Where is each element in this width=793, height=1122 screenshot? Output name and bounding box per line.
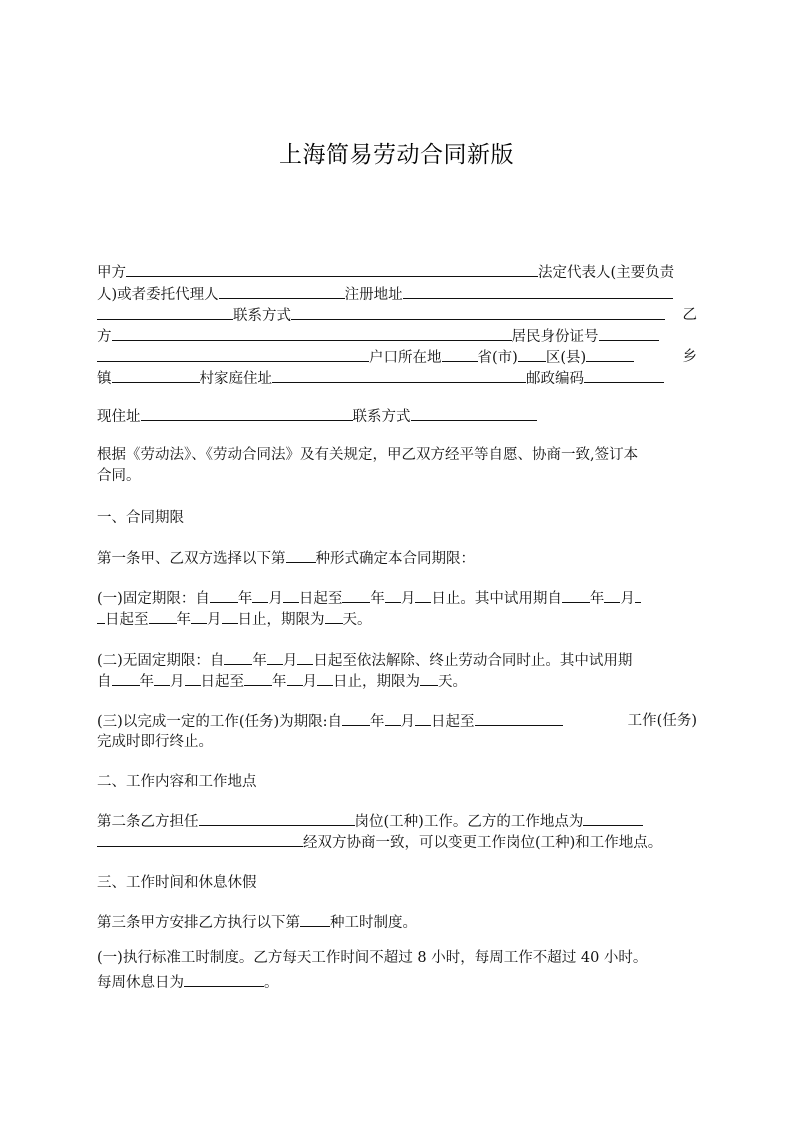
- party-b-label-cont: 方: [97, 329, 112, 345]
- postal-code-field[interactable]: [584, 367, 664, 383]
- party-b-label: 乙: [682, 307, 697, 323]
- year-unit: 年: [589, 591, 605, 607]
- village-line: [97, 367, 697, 389]
- position-field[interactable]: [199, 810, 355, 826]
- open-start-month-field[interactable]: [267, 649, 283, 665]
- id-number-field-cont[interactable]: [97, 346, 369, 362]
- probation-start-day-field[interactable]: [635, 587, 641, 603]
- preamble-line-1: 根据《劳动法》、《劳动合同法》及有关规定，甲乙双方经平等自愿、协商一致,签订本: [97, 447, 639, 463]
- month-unit: 月: [400, 714, 416, 730]
- fixed-end-day-field[interactable]: [415, 587, 431, 603]
- agent-line: [97, 283, 697, 305]
- section-2-heading: 二、工作内容和工作地点: [97, 774, 257, 790]
- document-title: 上海简易劳动合同新版: [279, 142, 514, 168]
- agent-field[interactable]: [219, 283, 345, 299]
- open-probation-days-field[interactable]: [420, 670, 438, 686]
- month-unit: 月: [400, 591, 416, 607]
- reg-address-label: 注册地址: [344, 287, 403, 303]
- year-unit: 年: [370, 591, 385, 607]
- work-location-field-cont[interactable]: [97, 831, 303, 847]
- std-hours-line-2: [97, 971, 697, 993]
- year-unit: 年: [237, 591, 253, 607]
- task-term-text-a: (三)以完成一定的工作(任务)为期限:自: [97, 714, 343, 730]
- article-1-line: [97, 547, 697, 569]
- article-2-line-2: [97, 831, 697, 853]
- article-3-line: [97, 911, 697, 933]
- article-3-text-pre: 第三条甲方安排乙方执行以下第: [97, 915, 300, 931]
- township-label: 乡: [682, 349, 697, 365]
- open-probation-start-month-field[interactable]: [154, 670, 170, 686]
- task-term-text-c: 工作(任务): [627, 713, 697, 729]
- open-probation-start-year-field[interactable]: [112, 670, 140, 686]
- province-label: 省(市): [477, 350, 518, 366]
- open-term-text-c: 自: [97, 674, 112, 690]
- work-location-field[interactable]: [583, 810, 643, 826]
- probation-end-day-field[interactable]: [222, 608, 238, 624]
- article-1-text-post: 种形式确定本合同期限：: [315, 551, 475, 567]
- probation-start-year-field[interactable]: [562, 587, 590, 603]
- reg-address-field-cont[interactable]: [97, 304, 233, 320]
- rest-day-label: 每周休息日为: [97, 975, 184, 991]
- current-address-field[interactable]: [141, 405, 353, 421]
- year-unit: 年: [176, 612, 191, 628]
- task-term-line-2: 完成时即行终止。: [97, 734, 213, 750]
- std-hours-line-1: (一)执行标准工时制度。乙方每天工作时间不超过 8 小时，每周工作不超过 40 小时。: [97, 950, 648, 966]
- postal-code-label: 邮政编码: [526, 371, 584, 387]
- task-name-field[interactable]: [475, 710, 563, 726]
- open-term-text-d: 日起至: [200, 674, 244, 690]
- fixed-term-line-1: [97, 587, 697, 609]
- period-mark: 。: [264, 975, 279, 991]
- open-probation-end-day-field[interactable]: [317, 670, 333, 686]
- party-a-label: 甲方: [97, 265, 126, 281]
- day-unit: 天。: [342, 612, 372, 628]
- contact-line: [97, 304, 697, 326]
- township-field[interactable]: [586, 346, 634, 362]
- probation-start-day-field-cont[interactable]: [97, 608, 105, 624]
- task-start-year-field[interactable]: [342, 710, 370, 726]
- probation-start-month-field[interactable]: [604, 587, 620, 603]
- home-address-field[interactable]: [272, 367, 526, 383]
- party-a-field[interactable]: [126, 261, 538, 277]
- fixed-term-text-e: 日止，期限为: [237, 612, 325, 628]
- month-unit: 月: [207, 612, 222, 628]
- task-start-month-field[interactable]: [385, 710, 401, 726]
- reg-address-field[interactable]: [403, 283, 673, 299]
- year-unit: 年: [252, 653, 267, 669]
- work-hours-type-field[interactable]: [300, 911, 330, 927]
- village-home-label: 村家庭住址: [199, 371, 272, 387]
- open-start-year-field[interactable]: [224, 649, 252, 665]
- party-a-line: [97, 261, 697, 283]
- fixed-term-line-2: [97, 608, 697, 630]
- fixed-term-text-a: (一)固定期限：自: [97, 591, 210, 607]
- party-b-field[interactable]: [112, 325, 512, 341]
- district-label: 区(县): [545, 350, 587, 366]
- open-probation-end-year-field[interactable]: [244, 670, 272, 686]
- open-probation-start-day-field[interactable]: [185, 670, 201, 686]
- fixed-term-text-b: 日起至: [298, 591, 343, 607]
- term-type-field[interactable]: [286, 547, 316, 563]
- section-3-heading: 三、工作时间和休息休假: [97, 875, 257, 891]
- hukou-line: [97, 346, 697, 368]
- article-2-line-1: [97, 810, 697, 832]
- year-unit: 年: [370, 714, 385, 730]
- contact-field[interactable]: [291, 304, 665, 320]
- open-term-line-1: [97, 649, 697, 671]
- district-field[interactable]: [518, 346, 546, 362]
- contact2-label: 联系方式: [352, 409, 411, 425]
- article-2-text-c: 经双方协商一致，可以变更工作岗位(工种)和工作地点。: [303, 835, 663, 851]
- open-term-text-a: (二)无固定期限：自: [97, 653, 225, 669]
- fixed-start-year-field[interactable]: [210, 587, 238, 603]
- fixed-term-text-d: 日起至: [105, 612, 149, 628]
- day-unit: 天。: [438, 674, 467, 690]
- probation-end-year-field[interactable]: [149, 608, 177, 624]
- article-2-text-b: 岗位(工种)工作。乙方的工作地点为: [354, 814, 584, 830]
- article-2-text-a: 第二条乙方担任: [97, 814, 199, 830]
- year-unit: 年: [272, 674, 287, 690]
- section-1-heading: 一、合同期限: [97, 510, 184, 526]
- current-address-line: [97, 405, 697, 427]
- legal-rep-label: 法定代表人(主要负责: [538, 265, 675, 281]
- month-unit: 月: [282, 653, 298, 669]
- fixed-term-text-c: 日止。其中试用期自: [431, 591, 562, 607]
- open-probation-end-month-field[interactable]: [287, 670, 303, 686]
- task-term-text-b: 日起至: [431, 714, 475, 730]
- contact2-field[interactable]: [411, 405, 537, 421]
- current-address-label: 现住址: [97, 409, 141, 425]
- article-3-text-post: 种工时制度。: [330, 915, 417, 931]
- task-term-line-1: [97, 710, 697, 732]
- township-label-cont: 镇: [97, 371, 112, 387]
- contact-label: 联系方式: [233, 308, 291, 324]
- fixed-start-month-field[interactable]: [252, 587, 268, 603]
- open-start-day-field[interactable]: [297, 649, 313, 665]
- month-unit: 月: [170, 674, 185, 690]
- fixed-end-year-field[interactable]: [342, 587, 370, 603]
- year-unit: 年: [139, 674, 154, 690]
- open-term-text-e: 日止，期限为: [333, 674, 420, 690]
- id-number-label: 居民身份证号: [511, 329, 599, 345]
- open-term-line-2: [97, 670, 697, 692]
- rest-day-field[interactable]: [184, 971, 264, 987]
- fixed-start-day-field[interactable]: [283, 587, 299, 603]
- month-unit: 月: [302, 674, 317, 690]
- month-unit: 月: [268, 591, 283, 607]
- probation-end-month-field[interactable]: [191, 608, 207, 624]
- legal-rep-label-cont: 人)或者委托代理人: [97, 287, 219, 303]
- open-term-text-b: 日起至依法解除、终止劳动合同时止。其中试用期: [313, 653, 633, 669]
- province-field[interactable]: [442, 346, 478, 362]
- township-name-field[interactable]: [112, 367, 200, 383]
- probation-days-field[interactable]: [325, 608, 343, 624]
- preamble-line-2: 合同。: [97, 468, 141, 484]
- hukou-label: 户口所在地: [369, 350, 442, 366]
- article-1-text-pre: 第一条甲、乙双方选择以下第: [97, 551, 286, 567]
- fixed-end-month-field[interactable]: [385, 587, 401, 603]
- id-number-field[interactable]: [599, 325, 659, 341]
- party-b-line: [97, 325, 697, 347]
- month-unit: 月: [620, 591, 635, 607]
- task-start-day-field[interactable]: [415, 710, 431, 726]
